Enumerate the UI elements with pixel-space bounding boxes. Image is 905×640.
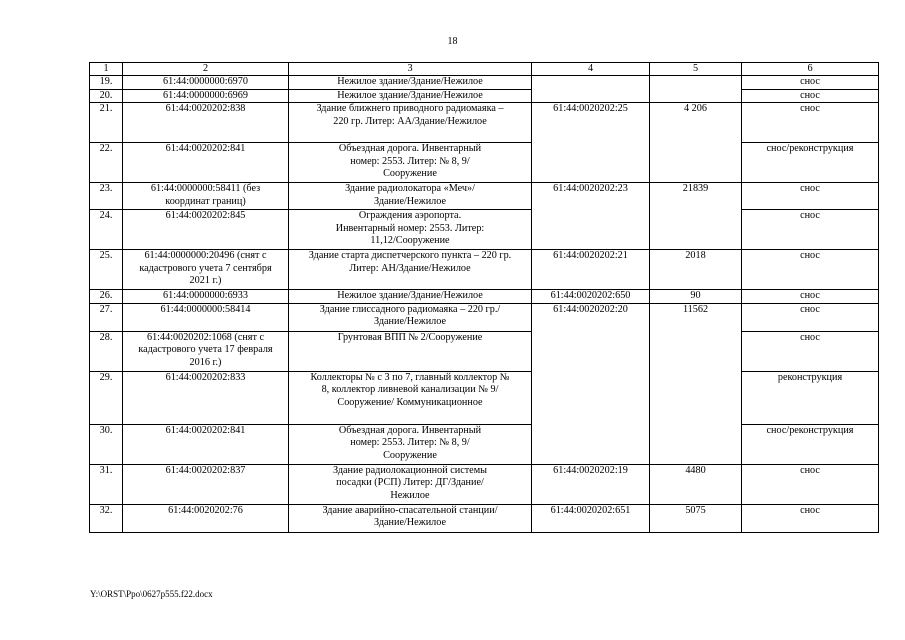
parcel-number: 61:44:0020202:21	[532, 250, 650, 290]
object-name: Ограждения аэропорта. Инвентарный номер: 2553. Литер: 11,12/Сооружение	[289, 210, 532, 250]
parcel-number	[532, 76, 650, 103]
planned-action: снос/реконструкция	[742, 424, 879, 464]
parcel-number: 61:44:0020202:20	[532, 303, 650, 464]
parcel-area: 5075	[650, 504, 742, 532]
table-row	[90, 371, 879, 424]
parcel-area: 11562	[650, 303, 742, 464]
planned-action: снос	[742, 210, 879, 250]
planned-action: снос	[742, 290, 879, 304]
object-name: Здание ближнего приводного радиомаяка – 220 гр. Литер: АА/Здание/Нежилое	[289, 103, 532, 143]
cadastral-number: 61:44:0000000:20496 (снят с кадастрового учета 7 сентября 2021 г.)	[123, 250, 289, 290]
object-name: Объездная дорога. Инвентарный номер: 2553. Литер: № 8, 9/Сооружение	[289, 143, 532, 183]
cadastral-number: 61:44:0020202:845	[123, 210, 289, 250]
page-number: 18	[447, 36, 458, 47]
cadastral-number: 61:44:0000000:58411 (без координат границ)	[123, 183, 289, 210]
parcel-number: 61:44:0020202:651	[532, 504, 650, 532]
row-number: 29.	[90, 371, 123, 424]
row-number: 23.	[90, 183, 123, 210]
cadastral-number: 61:44:0020202:833	[123, 371, 289, 424]
table-row	[90, 290, 879, 304]
parcel-area: 2018	[650, 250, 742, 290]
cadastral-number: 61:44:0000000:58414	[123, 303, 289, 331]
document-file-path: Y:\ORST\Ppo\0627p555.f22.docx	[90, 589, 213, 599]
cadastral-number: 61:44:0020202:1068 (снят с кадастрового учета 17 февраля 2016 г.)	[123, 331, 289, 371]
parcel-area: 4480	[650, 464, 742, 504]
header-col-2: 2	[123, 63, 289, 76]
object-name: Коллекторы № с 3 по 7, главный коллектор № 8, коллектор ливневой канализации № 9/Сооружение/ Коммуникационное	[289, 371, 532, 424]
parcel-area: 4 206	[650, 103, 742, 183]
object-name: Здание глиссадного радиомаяка – 220 гр./Здание/Нежилое	[289, 303, 532, 331]
row-number: 26.	[90, 290, 123, 304]
object-name: Грунтовая ВПП № 2/Сооружение	[289, 331, 532, 371]
object-name: Здание радиолокационной системы посадки (РСП) Литер: ДГ/Здание/Нежилое	[289, 464, 532, 504]
header-col-5: 5	[650, 63, 742, 76]
planned-action: снос	[742, 76, 879, 90]
planned-action: реконструкция	[742, 371, 879, 424]
row-number: 27.	[90, 303, 123, 331]
cadastral-number: 61:44:0000000:6970	[123, 76, 289, 90]
cadastral-number: 61:44:0000000:6933	[123, 290, 289, 304]
cadastral-number: 61:44:0020202:837	[123, 464, 289, 504]
planned-action: снос	[742, 464, 879, 504]
parcel-area: 90	[650, 290, 742, 304]
row-number: 25.	[90, 250, 123, 290]
table-row	[90, 331, 879, 371]
header-col-1: 1	[90, 63, 123, 76]
row-number: 21.	[90, 103, 123, 143]
cadastral-number: 61:44:0020202:76	[123, 504, 289, 532]
planned-action: снос	[742, 103, 879, 143]
row-number: 22.	[90, 143, 123, 183]
parcel-area	[650, 76, 742, 103]
table-header-row	[90, 63, 879, 76]
parcel-area: 21839	[650, 183, 742, 250]
header-col-4: 4	[532, 63, 650, 76]
table-row	[90, 504, 879, 532]
object-name: Здание старта диспетчерского пункта – 220 гр. Литер: АН/Здание/Нежилое	[289, 250, 532, 290]
row-number: 32.	[90, 504, 123, 532]
table-row	[90, 103, 879, 143]
table-row	[90, 464, 879, 504]
table-row	[90, 250, 879, 290]
planned-action: снос	[742, 504, 879, 532]
planned-action: снос/реконструкция	[742, 143, 879, 183]
parcel-number: 61:44:0020202:25	[532, 103, 650, 183]
planned-action: снос	[742, 331, 879, 371]
object-name: Нежилое здание/Здание/Нежилое	[289, 76, 532, 90]
parcel-number: 61:44:0020202:23	[532, 183, 650, 250]
table-row	[90, 89, 879, 103]
table-row	[90, 76, 879, 90]
parcel-number: 61:44:0020202:650	[532, 290, 650, 304]
object-name: Объездная дорога. Инвентарный номер: 2553. Литер: № 8, 9/ Сооружение	[289, 424, 532, 464]
row-number: 31.	[90, 464, 123, 504]
cadastral-number: 61:44:0020202:838	[123, 103, 289, 143]
row-number: 24.	[90, 210, 123, 250]
table-row	[90, 183, 879, 210]
object-name: Нежилое здание/Здание/Нежилое	[289, 290, 532, 304]
planned-action: снос	[742, 183, 879, 210]
object-name: Здание радиолокатора «Меч»/Здание/Нежилое	[289, 183, 532, 210]
planned-action: снос	[742, 250, 879, 290]
planned-action: снос	[742, 303, 879, 331]
row-number: 28.	[90, 331, 123, 371]
table-row	[90, 303, 879, 331]
table-row	[90, 210, 879, 250]
row-number: 19.	[90, 76, 123, 90]
header-col-3: 3	[289, 63, 532, 76]
table-row	[90, 424, 879, 464]
header-col-6: 6	[742, 63, 879, 76]
cadastral-number: 61:44:0020202:841	[123, 143, 289, 183]
table-row	[90, 143, 879, 183]
cadastral-number: 61:44:0020202:841	[123, 424, 289, 464]
object-name: Нежилое здание/Здание/Нежилое	[289, 89, 532, 103]
objects-table	[89, 62, 879, 533]
row-number: 20.	[90, 89, 123, 103]
row-number: 30.	[90, 424, 123, 464]
cadastral-number: 61:44:0000000:6969	[123, 89, 289, 103]
planned-action: снос	[742, 89, 879, 103]
parcel-number: 61:44:0020202:19	[532, 464, 650, 504]
object-name: Здание аварийно-спасательной станции/Здание/Нежилое	[289, 504, 532, 532]
